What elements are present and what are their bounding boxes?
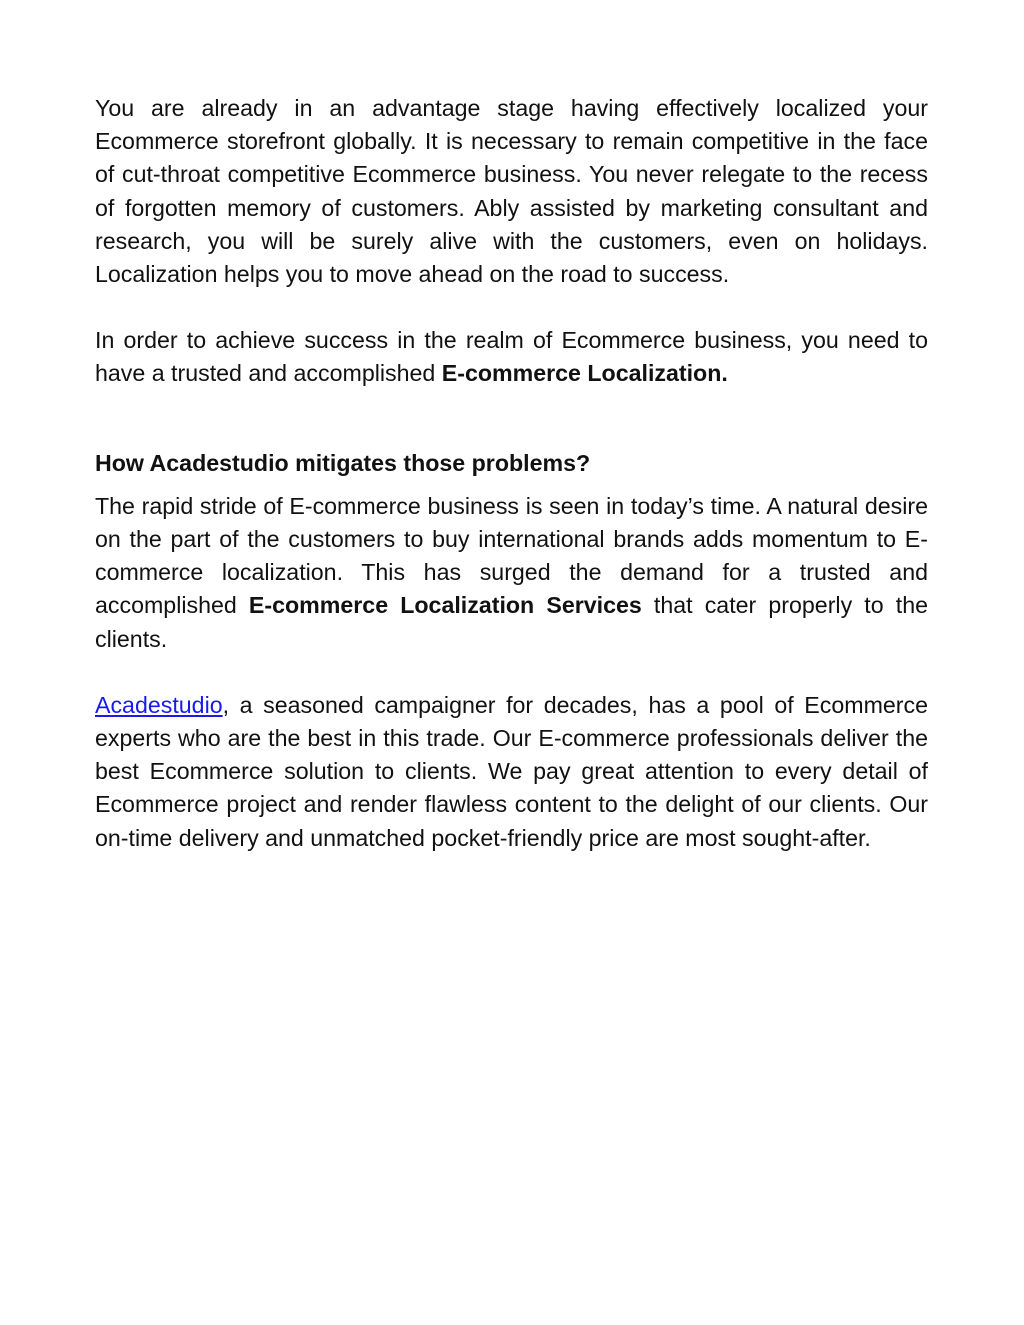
bold-ecommerce-localization: E-commerce Localization. <box>441 360 728 387</box>
document-page <box>95 92 928 855</box>
section-heading: How Acadestudio mitigates those problems? <box>95 449 591 476</box>
paragraph-achieve-success-text: In order to achieve success in the realm of Ecommerce business, you need to have a trusted and accomplished <box>95 327 928 387</box>
paragraph-rapid-stride-text-after: that cater properly to the clients. <box>95 592 928 652</box>
paragraph-localization-advantage: You are already in an advantage stage having effectively localized your Ecommerce storefront globally. It is necessary to remain competitive in the face of cut-throat competitive Ecommerce business. You never relegate to the recess of forgotten memory of customers. Ably assisted by marketing consultant and research, you will be surely alive with the customers, even on holidays. Localization helps you to move ahead on the road to success. <box>95 95 928 288</box>
paragraph-acadestudio-text: , a seasoned campaigner for decades, has a pool of Ecommerce experts who are the best in this trade. Our E-commerce professionals deliver the best Ecommerce solution to clients. We pay great attention to every detail of Ecommerce project and render flawless content to the delight of our clients. Our on-time delivery and unmatched pocket-friendly price are most sought-after. <box>95 691 928 851</box>
paragraph-rapid-stride-text-before: The rapid stride of E-commerce business is seen in today’s time. A natural desire on the part of the customers to buy international brands adds momentum to E-commerce localization. This has surged the demand for a trusted and accomplished <box>95 492 928 619</box>
paragraph-acadestudio <box>95 689 928 855</box>
paragraph-achieve-success <box>95 324 928 390</box>
bold-localization-services: E-commerce Localization Services <box>248 592 642 619</box>
acadestudio-link[interactable]: Acadestudio <box>95 691 223 718</box>
paragraph-rapid-stride <box>95 490 928 656</box>
